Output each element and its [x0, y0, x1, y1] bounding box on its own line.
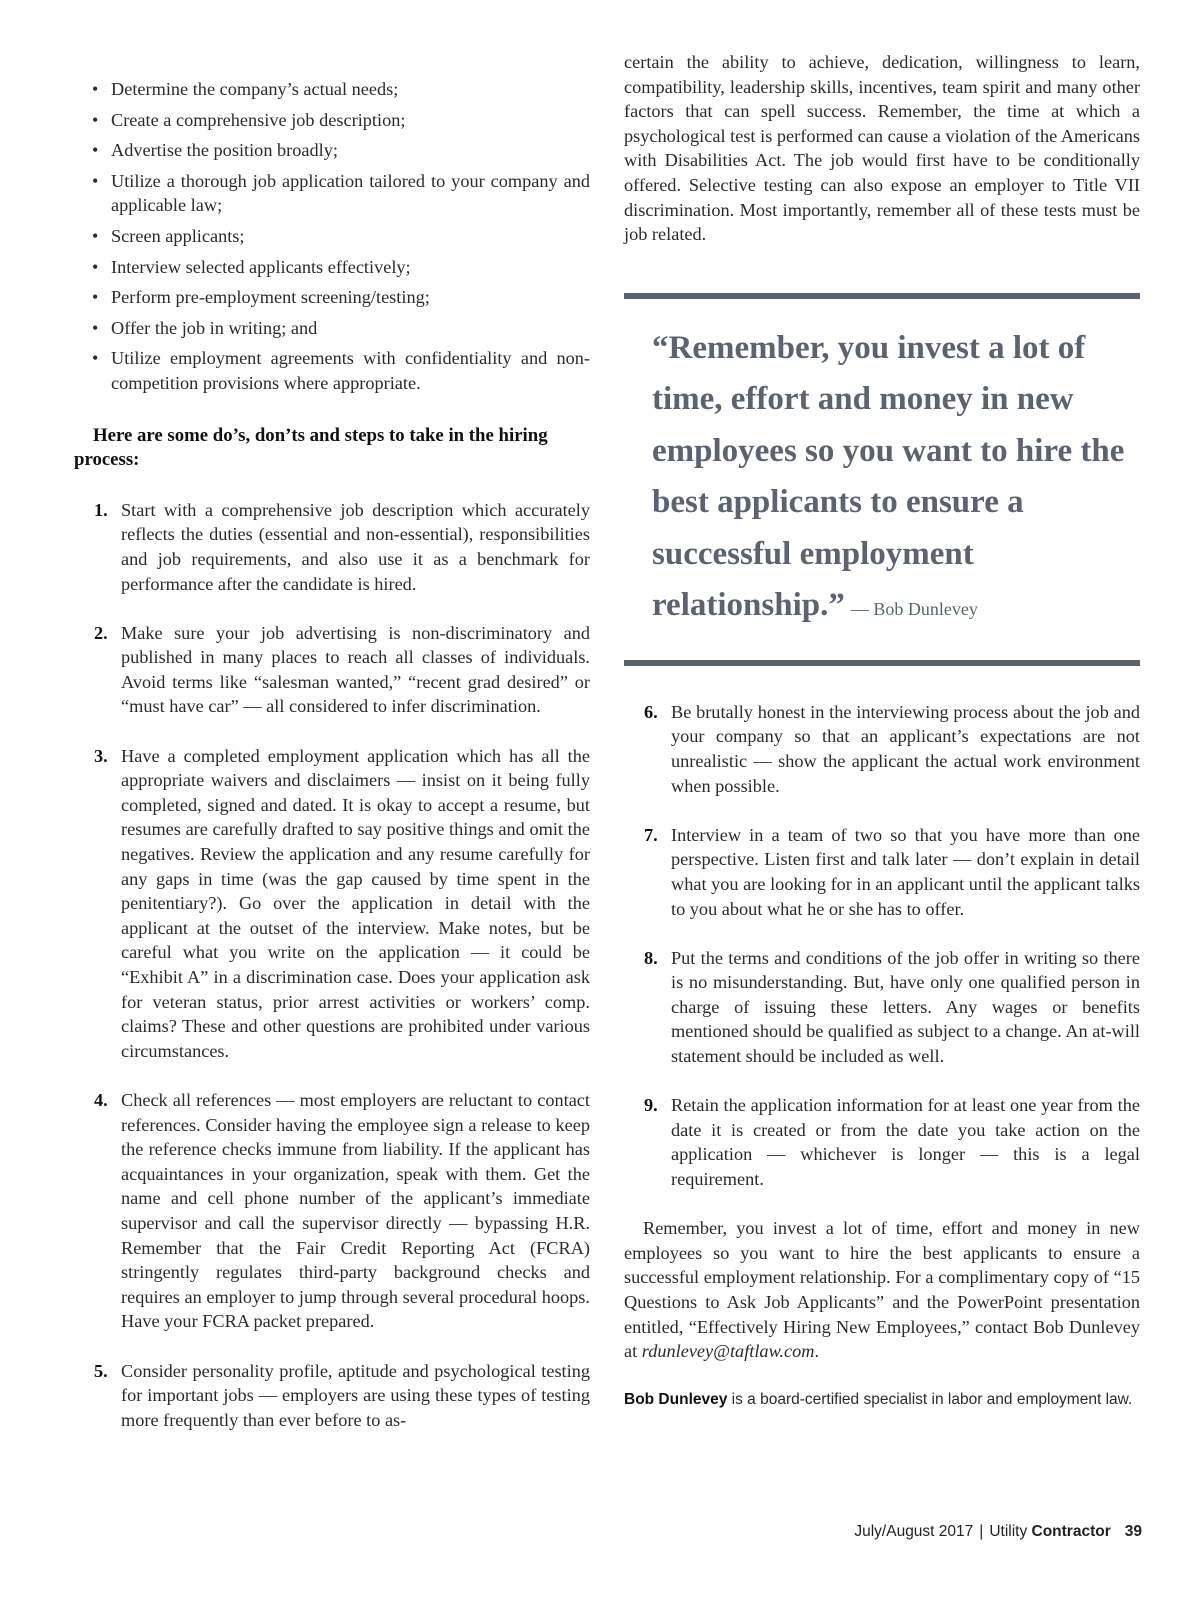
step-text: Start with a comprehensive job description which accurately reflects the duties (essential and non-essential), responsibilities and job requirements, and also use it as a benchmark for performance after the candidate is hired.	[121, 499, 590, 594]
right-column	[624, 50, 1140, 1412]
pull-quote-body: “Remember, you invest a lot of time, effort and money in new employees so you want to hire the best applicants to ensure a successful employment relationship.”	[652, 329, 1125, 624]
bullet-item: • Interview selected applicants effectively;	[74, 255, 590, 280]
bullet-item: • Determine the company’s actual needs;	[74, 77, 590, 102]
footer-separator: |	[979, 1523, 984, 1540]
step-item	[74, 1088, 590, 1334]
bullet-item: • Screen applicants;	[74, 224, 590, 249]
step-item	[74, 744, 590, 1064]
author-bio	[624, 1388, 1140, 1413]
page-footer	[854, 1523, 1142, 1541]
step-item	[624, 700, 1140, 798]
step-number: 9.	[644, 1095, 658, 1116]
pull-quote-text	[652, 323, 1140, 636]
closing-paragraph	[624, 1216, 1140, 1364]
bullet-item: • Offer the job in writing; and	[74, 316, 590, 341]
bullet-item: • Advertise the position broadly;	[74, 138, 590, 163]
step-text: Interview in a team of two so that you have more than one perspective. Listen first and talk later — don’t explain in detail what you are looking for in an applicant until the applicant talks to you about what he or she has to offer.	[671, 824, 1140, 919]
step-number: 7.	[644, 824, 658, 845]
publication-name-plain: Utility	[989, 1523, 1028, 1540]
step-text: Have a completed employment application which has all the appropriate waivers and disclaimers — insist on it being fully completed, signed and dated. It is okay to accept a resume, but resumes are carefully drafted to say positive things and omit the negatives. Review the application and any resume carefully for any gaps in time (was the gap caused by time spent in the penitentiary?). Go over the application in detail with the applicant at the outset of the interview. Make notes, but be careful what you write on the application — it could be “Exhibit A” in a discrimination case. Does your application ask for veteran status, prior arrest activities or workers’ comp. claims? These and other questions are prohibited under various circumstances.	[121, 745, 590, 1061]
step-text: Consider personality profile, aptitude and psychological testing for important jobs — employers are using these types of testing more frequently than ever before to as-	[121, 1360, 590, 1430]
closing-text: Remember, you invest a lot of time, effort and money in new employees so you want to hire the best applicants to ensure a successful employment relationship. For a complimentary copy of “15 Questions to Ask Job Applicants” and the PowerPoint presentation entitled, “Effectively Hiring New Employees,” contact Bob Dunlevey at	[624, 1218, 1140, 1362]
bullet-item: • Utilize employment agreements with confidentiality and non-competition provisions where appropriate.	[74, 346, 590, 395]
bullet-item: • Perform pre-employment screening/testing;	[74, 285, 590, 310]
step-number: 3.	[94, 745, 108, 766]
step-item	[624, 946, 1140, 1069]
step-item	[74, 621, 590, 719]
page-number: 39	[1124, 1523, 1142, 1540]
step-text: Retain the application information for at least one year from the date it is created or from the date you take action on the application — whichever is longer — this is a legal requirement.	[671, 1095, 1140, 1190]
section-heading: Here are some do’s, don’ts and steps to take in the hiring process:	[74, 424, 548, 471]
pull-quote-attribution: — Bob Dunlevey	[850, 599, 978, 620]
step-text: Put the terms and conditions of the job offer in writing so there is no misunderstanding. But, have only one qualified person in charge of issuing these letters. Any wages or benefits mentioned should be qualified as subject to a change. An at-will statement should be included as well.	[671, 947, 1140, 1067]
steps-list-right	[624, 700, 1140, 1192]
step-text: Make sure your job advertising is non-discriminatory and published in many places to reach all classes of individuals. Avoid terms like “salesman wanted,” “recent grad desired” or “must have car” — all considered to infer discrimination.	[121, 622, 590, 717]
bullet-item: • Create a comprehensive job description;	[74, 108, 590, 133]
step-text: Check all references — most employers are reluctant to contact references. Consider having the employee sign a release to keep the reference checks immune from liability. If the applicant has acquaintances in your organization, speak with them. Get the name and cell phone number of the applicant’s immediate supervisor and call the supervisor directly — bypassing H.R. Remember that the Fair Credit Reporting Act (FCRA) stringently regulates third-party background checks and requires an employer to jump through several procedural hoops. Have your FCRA packet prepared.	[121, 1089, 590, 1332]
bullet-item: • Utilize a thorough job application tailored to your company and applicable law;	[74, 169, 590, 218]
publication-name-bold: Contractor	[1031, 1523, 1111, 1540]
author-name: Bob Dunlevey	[624, 1390, 728, 1408]
step-number: 1.	[94, 499, 108, 520]
step-number: 5.	[94, 1360, 108, 1381]
contact-email-link[interactable]: rdunlevey@taftlaw.com	[641, 1341, 815, 1362]
step-item	[74, 498, 590, 596]
step-number: 2.	[94, 622, 108, 643]
step-item	[74, 1359, 590, 1433]
step-number: 6.	[644, 701, 658, 722]
left-column	[74, 50, 590, 1457]
hiring-bullet-list	[74, 77, 590, 396]
step-number: 8.	[644, 947, 658, 968]
step-item	[624, 1093, 1140, 1191]
pull-quote	[624, 293, 1140, 666]
step-number: 4.	[94, 1089, 108, 1110]
steps-list-left	[74, 498, 590, 1433]
author-bio-text: is a board-certified specialist in labor and employment law.	[727, 1390, 1133, 1408]
closing-end: .	[814, 1341, 820, 1362]
step-text: Be brutally honest in the interviewing process about the job and your company so that an applicant’s expectations are not unrealistic — show the applicant the actual work environment when possible.	[671, 701, 1140, 796]
step-item	[624, 823, 1140, 921]
issue-date: July/August 2017	[854, 1523, 974, 1540]
continued-paragraph: certain the ability to achieve, dedication, willingness to learn, compatibility, leadership skills, incentives, team spirit and many other factors that can spell success. Remember, the time at which a psychological test is performed can cause a violation of the Americans with Disabilities Act. The job would first have to be conditionally offered. Selective testing can also expose an employer to Title VII discrimination. Most importantly, remember all of these tests must be job related.	[624, 52, 1140, 245]
